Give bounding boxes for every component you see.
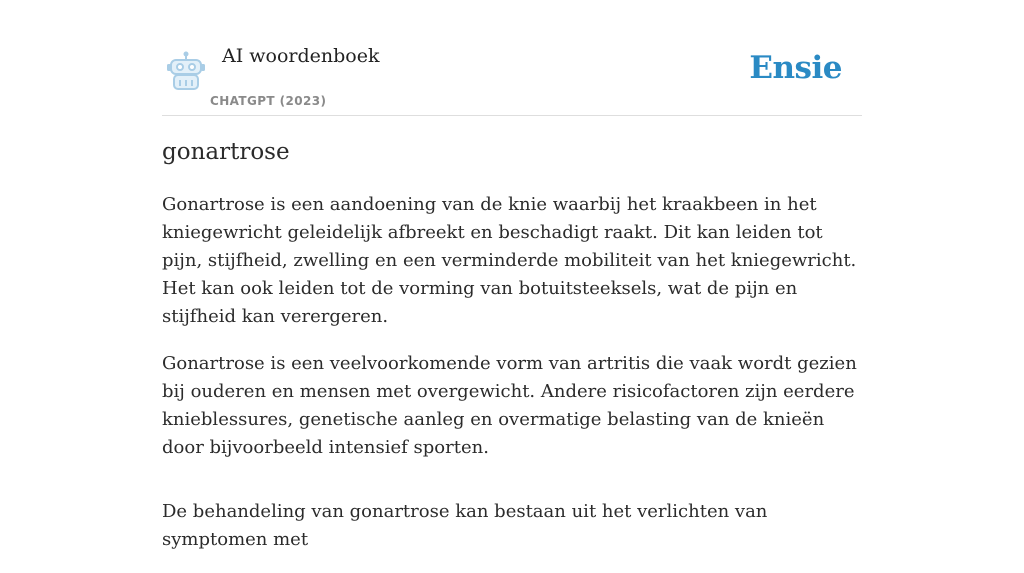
entry-header bbox=[162, 0, 862, 116]
brand-logo-link[interactable]: Ensie bbox=[749, 50, 842, 86]
entry-definition bbox=[162, 191, 862, 573]
definition-paragraph: Gonartrose is een aandoening van de knie waarbij het kraakbeen in het kniegewricht geleidelijk afbreekt en beschadigt raakt. Dit kan leiden tot pijn, stijfheid, zwelling en een verminderde mobiliteit van het kniegewricht. Het kan ook leiden tot de vorming van botuitsteeksels, wat de pijn en stijfheid kan verergeren. bbox=[162, 194, 857, 327]
entry-term: gonartrose bbox=[162, 139, 290, 165]
source-meta: CHATGPT (2023) bbox=[210, 94, 327, 108]
source-title: AI woordenboek bbox=[222, 45, 380, 67]
definition-paragraph: De behandeling van gonartrose kan bestaan uit het verlichten van symptomen met bbox=[162, 501, 768, 550]
robot-icon bbox=[165, 50, 207, 92]
definition-paragraph: Gonartrose is een veelvoorkomende vorm van artritis die vaak wordt gezien bij ouderen en mensen met overgewicht. Andere risicofactoren zijn eerdere knieblessures, genetische aanleg en overmatige belasting van de knieën door bijvoorbeeld intensief sporten. bbox=[162, 353, 857, 458]
entry-page bbox=[162, 0, 862, 550]
